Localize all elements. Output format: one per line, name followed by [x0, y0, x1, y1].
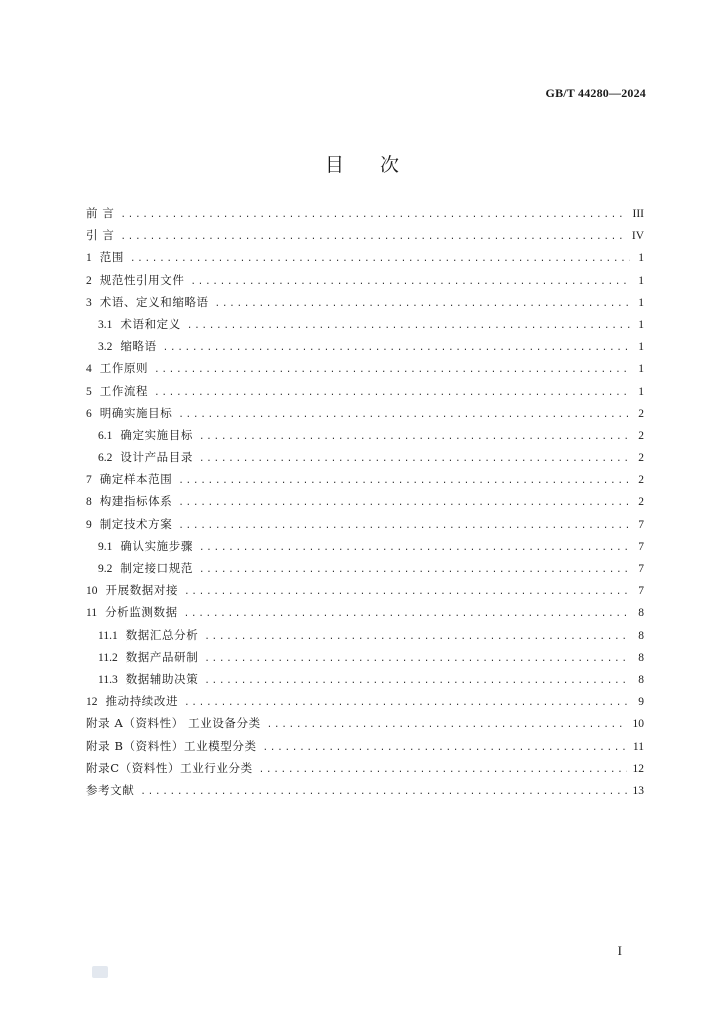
toc-dot-leader [184, 609, 630, 619]
toc-entry-number: 11.2 [98, 651, 118, 664]
toc-entry-page: 8 [638, 607, 644, 620]
table-of-contents [86, 205, 644, 804]
toc-entry-page: 7 [638, 563, 644, 575]
toc-entry-number: 3.2 [98, 341, 113, 354]
toc-entry-number: 11.1 [98, 629, 118, 642]
toc-entry-label: 分析监测数据 [105, 605, 178, 620]
toc-entry[interactable] [86, 205, 644, 227]
toc-dot-leader [178, 410, 630, 420]
toc-entry-page: 8 [638, 651, 644, 664]
toc-entry-number: 3.1 [98, 318, 113, 331]
toc-entry-page: 8 [638, 629, 644, 642]
toc-entry-page: 9 [638, 696, 644, 709]
toc-entry-page: 2 [638, 407, 644, 420]
toc-dot-leader [190, 277, 630, 287]
toc-entry-number: 11.3 [98, 673, 118, 686]
toc-entry-page: 13 [632, 784, 644, 797]
toc-entry-label: 确定实施目标 [120, 427, 193, 442]
toc-entry-label: 规范性引用文件 [99, 272, 185, 287]
toc-entry-number: 1 [86, 252, 92, 265]
toc-dot-leader [178, 476, 630, 486]
toc-entry-label: 引 言 [86, 228, 115, 243]
toc-entry[interactable] [86, 272, 644, 294]
toc-dot-leader [120, 210, 626, 220]
toc-entry[interactable] [86, 516, 644, 538]
toc-entry-label: 前 言 [86, 206, 115, 220]
toc-entry[interactable] [86, 338, 644, 360]
toc-entry-label: 开展数据对接 [105, 583, 179, 598]
toc-entry[interactable] [86, 383, 644, 405]
toc-entry[interactable] [86, 405, 644, 427]
toc-entry[interactable] [86, 227, 644, 249]
toc-entry-page: 1 [638, 385, 644, 398]
toc-entry-label: 制定技术方案 [99, 516, 173, 531]
toc-entry-label: 工作流程 [99, 383, 149, 398]
toc-dot-leader [267, 720, 627, 730]
toc-dot-leader [178, 498, 630, 508]
toc-entry-label: 附录 A（资料性） 工业设备分类 [86, 716, 261, 731]
toc-dot-leader [199, 432, 630, 442]
toc-entry-page: 10 [632, 718, 644, 731]
toc-entry-page: 1 [638, 274, 644, 287]
toc-entry-label: 确定样本范围 [99, 472, 173, 487]
toc-entry[interactable] [86, 649, 644, 671]
toc-entry-number: 6.1 [98, 429, 113, 442]
toc-entry-number: 10 [86, 585, 98, 598]
toc-entry-number: 6.2 [98, 452, 113, 465]
toc-entry[interactable] [86, 493, 644, 515]
toc-dot-leader [259, 765, 627, 775]
toc-entry-page: 7 [638, 585, 644, 598]
toc-entry-page: 1 [638, 252, 644, 265]
toc-entry-number: 7 [86, 474, 92, 487]
toc-dot-leader [199, 454, 630, 464]
toc-entry-page: 1 [638, 318, 644, 331]
toc-entry[interactable] [86, 760, 644, 782]
toc-entry-label: 数据产品研制 [125, 649, 199, 664]
toc-entry-label: 术语和定义 [120, 316, 181, 331]
toc-entry-label: 确认实施步骤 [120, 538, 193, 553]
toc-entry[interactable] [86, 360, 644, 382]
toc-dot-leader [140, 787, 626, 797]
toc-entry-page: 2 [638, 429, 644, 442]
toc-entry-number: 12 [86, 696, 98, 709]
toc-dot-leader [199, 565, 630, 575]
toc-entry-number: 4 [86, 363, 92, 376]
toc-entry-label: 工作原则 [99, 361, 149, 376]
toc-entry[interactable] [86, 738, 644, 760]
toc-entry-label: 术语、定义和缩略语 [99, 294, 209, 309]
toc-entry-page: III [632, 208, 644, 220]
toc-entry[interactable] [86, 582, 644, 604]
toc-dot-leader [154, 365, 630, 375]
toc-dot-leader [154, 388, 630, 398]
toc-entry-page: IV [631, 230, 644, 243]
toc-dot-leader [120, 232, 625, 242]
toc-entry-label: 制定接口规范 [120, 561, 193, 575]
toc-entry[interactable] [86, 671, 644, 693]
toc-entry-page: 12 [632, 762, 644, 775]
toc-entry-page: 1 [638, 341, 644, 354]
toc-dot-leader [263, 743, 627, 753]
toc-entry[interactable] [86, 249, 644, 271]
toc-dot-leader [204, 676, 630, 686]
toc-entry-page: 7 [638, 540, 644, 553]
toc-entry-page: 2 [638, 496, 644, 509]
page-title: 目次 [324, 154, 435, 176]
toc-entry-label: 明确实施目标 [99, 405, 173, 420]
toc-entry-page: 1 [638, 363, 644, 376]
toc-entry[interactable] [86, 316, 644, 338]
toc-entry-label: 参考文献 [86, 782, 135, 797]
toc-dot-leader [204, 632, 630, 642]
toc-dot-leader [187, 321, 630, 331]
toc-entry-label: 缩略语 [120, 339, 157, 354]
watermark-logo [92, 966, 108, 978]
toc-entry-number: 5 [86, 385, 92, 398]
toc-dot-leader [163, 343, 630, 353]
toc-entry[interactable] [86, 627, 644, 649]
toc-entry-page: 2 [638, 474, 644, 487]
toc-entry[interactable] [86, 427, 644, 449]
toc-entry-label: 推动持续改进 [105, 694, 179, 709]
toc-entry-number: 11 [86, 607, 98, 620]
toc-entry-number: 9 [86, 518, 92, 531]
toc-entry-page: 2 [638, 452, 644, 465]
standard-code: GB/T 44280—2024 [545, 86, 646, 100]
toc-entry-number: 9.1 [98, 540, 113, 553]
page-number: I [617, 943, 622, 958]
toc-entry[interactable] [86, 449, 644, 471]
toc-entry-label: 数据辅助决策 [125, 671, 199, 686]
toc-entry-number: 8 [86, 496, 92, 509]
toc-dot-leader [130, 254, 630, 264]
toc-entry-number: 2 [86, 274, 92, 287]
toc-dot-leader [204, 654, 630, 664]
toc-entry-label: 设计产品目录 [120, 450, 193, 465]
toc-entry-label: 附录 B（资料性）工业模型分类 [86, 738, 257, 753]
toc-entry[interactable] [86, 560, 644, 582]
toc-entry-label: 范围 [99, 250, 124, 265]
toc-entry-number: 6 [86, 407, 92, 420]
toc-dot-leader [184, 587, 630, 597]
toc-entry-label: 数据汇总分析 [125, 627, 199, 642]
toc-entry[interactable] [86, 693, 644, 715]
toc-entry[interactable] [86, 604, 644, 626]
toc-entry[interactable] [86, 294, 644, 316]
toc-dot-leader [184, 698, 630, 708]
toc-entry-number: 3 [86, 296, 92, 309]
toc-entry-page: 11 [632, 740, 644, 753]
toc-entry-page: 7 [638, 518, 644, 531]
toc-entry-label: 构建指标体系 [99, 494, 173, 509]
toc-dot-leader [178, 521, 630, 531]
toc-dot-leader [199, 543, 630, 553]
toc-entry-page: 1 [638, 296, 644, 309]
toc-entry-label: 附录C（资料性）工业行业分类 [86, 760, 253, 775]
toc-entry[interactable] [86, 782, 644, 804]
toc-entry[interactable] [86, 715, 644, 737]
toc-entry[interactable] [86, 471, 644, 493]
toc-entry[interactable] [86, 538, 644, 560]
toc-entry-number: 9.2 [98, 563, 113, 575]
toc-entry-page: 8 [638, 673, 644, 686]
toc-dot-leader [215, 299, 630, 309]
